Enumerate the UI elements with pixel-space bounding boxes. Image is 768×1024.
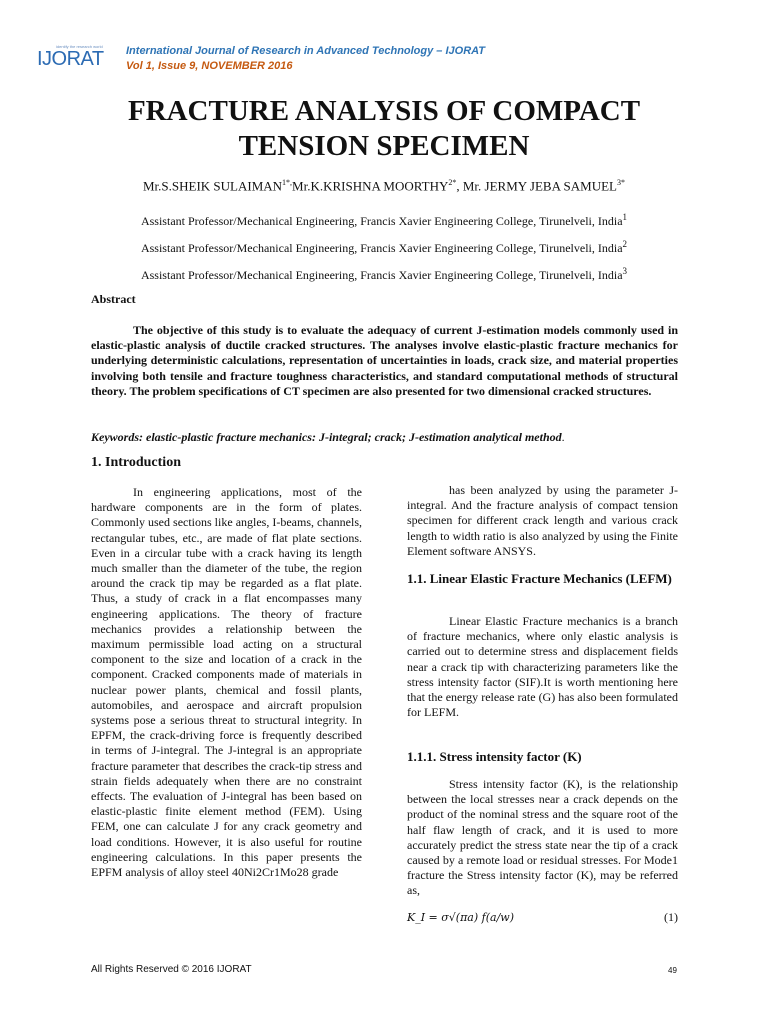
affiliation-text: Assistant Professor/Mechanical Engineering, Francis Xavier Engineering College, Tirunelveli, India [140,241,623,255]
affiliation-text: Assistant Professor/Mechanical Engineering, Francis Xavier Engineering College, Tirunelveli, India [140,214,623,228]
author-name: Mr. JERMY JEBA SAMUEL [462,178,617,194]
footer-copyright: All Rights Reserved © 2016 IJORAT [91,964,252,975]
title-line-1: FRACTURE ANALYSIS OF COMPACT [127,95,641,127]
affiliation [0,233,768,260]
author-name: Mr.K.KRISHNA MOORTHY [292,178,449,194]
journal-name: International Journal of Research in Advanced Technology – IJORAT [126,45,485,57]
author-name: Mr.S.SHEIK SULAIMAN [143,178,283,194]
abstract-text [91,323,678,399]
paper-title [0,94,768,164]
section-heading-sif: 1.1.1. Stress intensity factor (K) [407,749,582,764]
logo-text: IJORAT [37,48,104,70]
affiliation-number: 2 [622,239,628,249]
author-mark: 1*, [282,178,293,187]
left-column [91,485,362,880]
affiliation-number: 1 [622,212,628,222]
keywords-tail: . [561,430,565,444]
affiliation [0,260,768,287]
intro-paragraph: In engineering applications, most of the hardware components are in the form of plates. Commonly used sections like angles, I-beams, channels, rectangular tubes, etc., are made of flat plate sections. Even in a circular tube with a crack having its length much smaller than the diameter of the tube, the region around the crack tip may be regarded as a flat plate. Thus, a study of crack in a flat encompasses many engineering applications. The theory of fracture mechanics provides a relationship between the maximum permissible load acting on a structural component to the size and location of a crack in the component. Cracked components made of materials in nuclear power plants, chemical and fossil plants, automobiles, and aerospace and aircraft propulsion systems pose a serious threat to structural integrity. In EPFM, the crack-driving force is frequently described in terms of J-integral. The J-integral is an appropriate fracture parameter that describes the crack-tip stress and strain fields adequately when there are no constraint effects. The evaluation of J-integral has been based on elastic-plastic finite element method (FEM). Using FEM, one can calculate J for any crack geometry and load conditions. However, it is also useful for routine engineering calculations. In this paper presents the EPFM analysis of alloy steel 40Ni2Cr1Mo28 grade [91,485,362,880]
abstract-body: The objective of this study is to evaluate the adequacy of current J-estimation models commonly used in elastic-plastic analysis of ductile cracked structures. The analyses involve elastic-plastic fracture mechanics for underlying deterministic calculations, representation of uncertainties in loads, crack size, and material properties involving both tensile and fracture toughness characteristics, and standard computational methods of structural theory. The problem specifications of CT specimen are also presented for two dimensional cracked structures. [91,323,678,398]
affiliation-text: Assistant Professor/Mechanical Engineering, Francis Xavier Engineering College, Tirunelveli, India [140,268,623,282]
keywords [91,430,691,445]
section-heading-lefm: 1.1. Linear Elastic Fracture Mechanics (LEFM) [407,571,672,586]
journal-logo [37,44,107,72]
title-line-2: TENSION SPECIMEN [238,130,530,162]
equation-number: (1) [664,910,678,924]
affiliation [0,206,768,233]
author-list [0,178,768,194]
logo-tagline: identify the research world [56,44,103,49]
affiliation-number: 3 [622,266,628,276]
author-mark: 3* [616,178,625,187]
keywords-text: Keywords: elastic-plastic fracture mechanics: J-integral; crack; J-estimation analytical method [91,430,562,444]
section-heading-introduction: 1. Introduction [91,455,181,470]
page-number: 49 [668,966,677,975]
right-column-intro-continuation [407,483,678,559]
lefm-paragraph: Linear Elastic Fracture mechanics is a branch of fracture mechanics, where only elastic analysis is carried out to determine stress and displacement fields near a crack tip with characterizing parameters like the stress intensity factor (SIF).It is worth mentioning here that the energy release rate (G) has also been formulated for LEFM. [407,614,678,720]
author-mark: 2* [448,178,457,187]
journal-issue: Vol 1, Issue 9, NOVEMBER 2016 [126,60,293,72]
equation-formula: K_I = σ√(πa) f(a/w) [407,911,514,924]
sif-paragraph: Stress intensity factor (K), is the relationship between the local stresses near a crack depends on the product of the nominal stress and the square root of the half flaw length of crack, and it is used to more accurately predict the stress state near the tip of a crack caused by a remote load or residual stresses. For Mode1 fracture the Stress intensity factor (K), may be referred as, [407,777,678,898]
author-separator: , [456,178,463,194]
equation-1 [407,910,678,925]
abstract-heading: Abstract [91,292,136,306]
affiliation-list [0,206,768,287]
right-column-lefm [407,614,678,720]
right-column-sif [407,777,678,899]
intro-continuation-paragraph: has been analyzed by using the parameter J-integral. And the fracture analysis of compact tension specimen for different crack length and various crack length to width ratio is also analyzed by using the Finite Element software ANSYS. [407,483,678,558]
